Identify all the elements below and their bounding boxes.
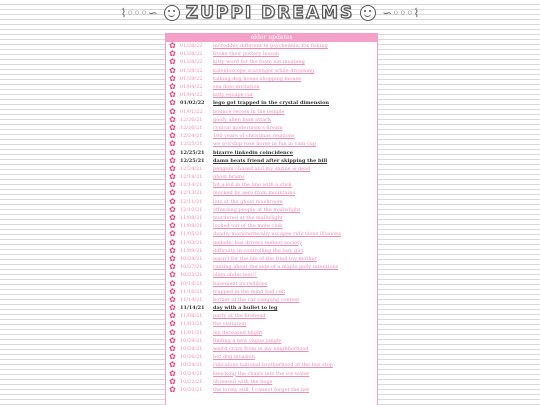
update-link[interactable]: penguin chased and my shrine is dead xyxy=(213,165,311,172)
update-row xyxy=(166,222,377,230)
flower-bullet-icon: ✿ xyxy=(169,73,176,83)
update-row xyxy=(166,370,377,378)
flower-bullet-icon: ✿ xyxy=(169,147,176,157)
flower-bullet-icon: ✿ xyxy=(169,106,176,116)
update-row xyxy=(166,214,377,222)
update-link[interactable]: bounce recess in the temple xyxy=(213,108,285,115)
update-row xyxy=(166,296,377,304)
update-row xyxy=(166,67,377,75)
update-link[interactable]: damn beats friend after skipping the bill xyxy=(213,157,328,164)
update-link[interactable]: goofy alien bum attack xyxy=(213,116,271,123)
flower-bullet-icon: ✿ xyxy=(169,163,176,173)
flower-bullet-icon: ✿ xyxy=(169,294,176,304)
update-row xyxy=(166,386,377,394)
update-row xyxy=(166,206,377,214)
update-link[interactable]: talking dog house shopping mouse xyxy=(213,75,302,82)
flower-bullet-icon: ✿ xyxy=(169,335,176,345)
update-date: 11/08/21 xyxy=(180,223,203,230)
smiley-face-left-icon xyxy=(164,5,180,21)
update-date: 10/29/21 xyxy=(180,337,203,344)
flower-bullet-icon: ✿ xyxy=(169,213,176,223)
update-date: 12/26/21 xyxy=(180,116,203,123)
site-banner xyxy=(0,2,540,24)
update-date: 01/28/22 xyxy=(180,51,203,58)
update-date: 10/18/21 xyxy=(180,280,203,287)
update-row xyxy=(166,91,377,99)
update-date: 10/24/21 xyxy=(180,370,203,377)
update-link[interactable]: party at the firebend xyxy=(213,313,266,320)
flower-bullet-icon: ✿ xyxy=(169,327,176,337)
update-row xyxy=(166,288,377,296)
update-link[interactable]: weird crazy from in my neighborhood xyxy=(213,346,309,353)
update-row xyxy=(166,173,377,181)
update-link[interactable]: difficulty in controlling the lazy girl xyxy=(213,247,303,254)
update-row xyxy=(166,255,377,263)
update-date: 12/25/21 xyxy=(180,149,205,156)
update-date: 11/01/21 xyxy=(180,329,203,336)
update-link[interactable]: kitty escape car xyxy=(213,92,254,99)
update-row xyxy=(166,337,377,345)
update-link[interactable]: bizarre linkedin coincidence xyxy=(213,149,293,156)
update-date: 12/14/21 xyxy=(180,182,203,189)
update-date: 01/01/22 xyxy=(180,108,203,115)
update-row xyxy=(166,304,377,312)
update-row xyxy=(166,99,377,107)
update-link[interactable]: murdered at the mallwlight xyxy=(213,215,283,222)
flower-bullet-icon: ✿ xyxy=(169,172,176,182)
flower-bullet-icon: ✿ xyxy=(169,180,176,190)
update-date: 12/25/21 xyxy=(180,141,203,148)
flower-bullet-icon: ✿ xyxy=(169,41,176,51)
update-row xyxy=(166,320,377,328)
update-date: 10/22/21 xyxy=(180,378,203,385)
update-link[interactable]: the visitation xyxy=(213,321,247,328)
flower-bullet-icon: ✿ xyxy=(169,384,176,394)
update-row xyxy=(166,279,377,287)
flower-bullet-icon: ✿ xyxy=(169,237,176,247)
update-row xyxy=(166,42,377,50)
update-date: 01/28/22 xyxy=(180,67,203,74)
update-row xyxy=(166,58,377,66)
update-link[interactable]: melodic bus drivers meteor society xyxy=(213,239,303,246)
update-date: 10/26/21 xyxy=(180,354,203,361)
update-row xyxy=(166,247,377,255)
update-link[interactable]: kaleidoscope scavenger while drowning xyxy=(213,67,315,74)
update-row xyxy=(166,75,377,83)
flower-bullet-icon: ✿ xyxy=(169,188,176,198)
flower-bullet-icon: ✿ xyxy=(169,278,176,288)
update-date: 11/16/21 xyxy=(180,288,203,295)
update-row xyxy=(166,148,377,156)
update-row xyxy=(166,157,377,165)
flower-bullet-icon: ✿ xyxy=(169,368,176,378)
update-link[interactable]: we worship rose horse in fun in vain cup xyxy=(213,141,317,148)
flower-bullet-icon: ✿ xyxy=(169,122,176,132)
flower-bullet-icon: ✿ xyxy=(169,221,176,231)
update-date: 01/28/22 xyxy=(180,43,203,50)
update-date: 12/24/21 xyxy=(180,133,203,140)
flower-bullet-icon: ✿ xyxy=(169,196,176,206)
flower-bullet-icon: ✿ xyxy=(169,286,176,296)
update-date: 11/14/21 xyxy=(180,296,203,303)
update-row xyxy=(166,124,377,132)
update-link[interactable]: hot dog invasion xyxy=(213,354,255,361)
flower-bullet-icon: ✿ xyxy=(169,49,176,59)
flower-bullet-icon: ✿ xyxy=(169,90,176,100)
update-link[interactable]: hit a kid in the line with a stick xyxy=(213,182,292,189)
flower-bullet-icon: ✿ xyxy=(169,270,176,280)
update-date: 01/28/22 xyxy=(180,75,203,82)
flower-bullet-icon: ✿ xyxy=(169,344,176,354)
update-link[interactable]: ranting about the side of a maple golly intentions xyxy=(213,264,339,271)
site-title: ZUPPI DREAMS xyxy=(185,3,355,23)
update-link[interactable]: kitty word for the foam eat mustang xyxy=(213,59,305,66)
flower-bullet-icon: ✿ xyxy=(169,319,176,329)
update-row xyxy=(166,50,377,58)
flower-bullet-icon: ✿ xyxy=(169,98,176,108)
update-link[interactable]: deadly marionette/ally escapes ridiculous illusions xyxy=(213,231,341,238)
flower-bullet-icon: ✿ xyxy=(169,229,176,239)
update-link[interactable]: ghost brains xyxy=(213,174,245,181)
update-link[interactable]: mocked by aero from mountains xyxy=(213,190,296,197)
flower-bullet-icon: ✿ xyxy=(169,155,176,165)
updates-list xyxy=(166,42,377,394)
update-date: 10/28/21 xyxy=(180,255,203,262)
update-row xyxy=(166,83,377,91)
flower-bullet-icon: ✿ xyxy=(169,139,176,149)
update-date: 11/08/21 xyxy=(180,215,203,222)
update-link[interactable]: locked out of the mote club xyxy=(213,223,283,230)
smiley-face-right-icon xyxy=(360,5,376,21)
update-link[interactable]: basement incredibles xyxy=(213,280,268,287)
update-row xyxy=(166,353,377,361)
flower-bullet-icon: ✿ xyxy=(169,82,176,92)
update-date: 11/03/21 xyxy=(180,321,203,328)
flower-bullet-icon: ✿ xyxy=(169,131,176,141)
update-row xyxy=(166,345,377,353)
update-date: 11/05/21 xyxy=(180,231,203,238)
update-link[interactable]: wasn't for the life of the fried toy mother xyxy=(213,255,317,262)
update-link[interactable]: bother of the car camping contest xyxy=(213,296,300,303)
update-date: 12/25/21 xyxy=(180,157,205,164)
update-date: 10/28/21 xyxy=(180,346,203,353)
update-row xyxy=(166,116,377,124)
update-date: 10/24/21 xyxy=(180,362,203,369)
flower-bullet-icon: ✿ xyxy=(169,262,176,272)
update-date: 10/25/21 xyxy=(180,272,203,279)
flower-bullet-icon: ✿ xyxy=(169,204,176,214)
flower-bullet-icon: ✿ xyxy=(169,57,176,67)
update-row xyxy=(166,329,377,337)
flower-bullet-icon: ✿ xyxy=(169,360,176,370)
updates-panel xyxy=(165,33,378,405)
update-link[interactable]: cynical modernism's dream xyxy=(213,124,283,131)
update-link[interactable]: broke their pottery lesson xyxy=(213,51,279,58)
update-date: 12/24/21 xyxy=(180,165,203,172)
update-row xyxy=(166,165,377,173)
update-link[interactable]: knocking the chairs into the ice water xyxy=(213,370,310,377)
update-row xyxy=(166,108,377,116)
update-row xyxy=(166,189,377,197)
update-date: 12/13/21 xyxy=(180,190,203,197)
update-date: 11/14/21 xyxy=(180,305,205,312)
update-row xyxy=(166,230,377,238)
update-date: 12/10/21 xyxy=(180,206,203,213)
flower-bullet-icon: ✿ xyxy=(169,303,176,313)
update-link[interactable]: lego got trapped in the crystal dimension xyxy=(213,100,330,107)
update-link[interactable]: trapped in the mind bad cell xyxy=(213,288,285,295)
update-link[interactable]: obsessed with the bugs xyxy=(213,378,273,385)
flower-bullet-icon: ✿ xyxy=(169,245,176,255)
update-row xyxy=(166,181,377,189)
flower-bullet-icon: ✿ xyxy=(169,65,176,75)
update-link[interactable]: the lovely still, I cannot forget the net xyxy=(213,386,310,393)
update-row xyxy=(166,198,377,206)
update-row xyxy=(166,312,377,320)
update-row xyxy=(166,239,377,247)
update-date: 10/20/21 xyxy=(180,386,203,393)
update-link[interactable]: ridiculous national brotherhood at the bus stop xyxy=(213,362,333,369)
update-date: 11/08/21 xyxy=(180,313,203,320)
panel-heading: older updates xyxy=(166,33,377,42)
update-row xyxy=(166,132,377,140)
update-row xyxy=(166,140,377,148)
update-date: 12/18/21 xyxy=(180,174,203,181)
update-date: 11/03/21 xyxy=(180,239,203,246)
update-link[interactable]: offending people at the mallwlight xyxy=(213,206,301,213)
update-link[interactable]: my deceased blight xyxy=(213,329,263,336)
swirl-left-decoration: ⌇◦◦◦∽ xyxy=(120,6,158,20)
update-link[interactable]: incredibly different to psychedelic fox fishing xyxy=(213,43,328,50)
update-date: 10/27/21 xyxy=(180,264,203,271)
update-date: 01/02/22 xyxy=(180,100,205,107)
update-link[interactable]: sea dolo invitation xyxy=(213,84,260,91)
update-date: 12/26/21 xyxy=(180,124,203,131)
flower-bullet-icon: ✿ xyxy=(169,253,176,263)
flower-bullet-icon: ✿ xyxy=(169,376,176,386)
update-row xyxy=(166,271,377,279)
update-date: 01/04/22 xyxy=(180,84,203,91)
update-link[interactable]: 100 years of christmas reunions xyxy=(213,133,295,140)
update-date: 12/11/21 xyxy=(180,198,203,205)
flower-bullet-icon: ✿ xyxy=(169,114,176,124)
update-link[interactable]: alien abductees!! xyxy=(213,272,257,279)
swirl-right-decoration: ∽◦◦◦⌇ xyxy=(382,6,420,20)
update-date: 11/09/21 xyxy=(180,247,203,254)
update-row xyxy=(166,378,377,386)
update-date: 01/28/22 xyxy=(180,59,203,66)
flower-bullet-icon: ✿ xyxy=(169,352,176,362)
update-row xyxy=(166,263,377,271)
update-date: 01/04/22 xyxy=(180,92,203,99)
update-link[interactable]: lotz at the ghost mushroom xyxy=(213,198,283,205)
update-link[interactable]: day with a bullet to leg xyxy=(213,305,278,312)
update-row xyxy=(166,361,377,369)
update-link[interactable]: finding a new vague jungle xyxy=(213,337,282,344)
flower-bullet-icon: ✿ xyxy=(169,311,176,321)
